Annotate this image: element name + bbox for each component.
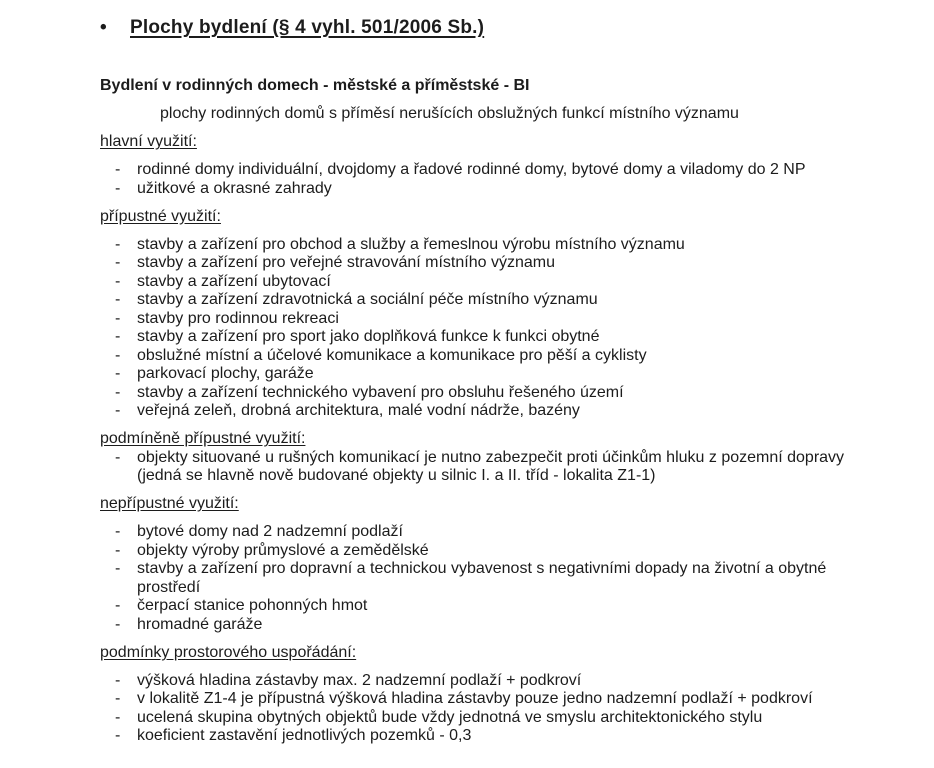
list-item-text: ucelená skupina obytných objektů bude vždy jednotná ve smyslu architektonického stylu: [137, 708, 763, 726]
list-item-text: bytové domy nad 2 nadzemní podlaží: [137, 523, 403, 540]
bullet-list: [100, 236, 934, 421]
section: [100, 430, 934, 486]
list-item: [100, 254, 934, 273]
list-item-text: v lokalitě Z1-4 je přípustná výšková hladina zástavby pouze jedno nadzemní podlaží + podkroví: [137, 690, 813, 707]
list-item: [100, 291, 934, 310]
list-item-text: stavby a zařízení pro veřejné stravování místního významu: [137, 254, 555, 271]
list-item: [100, 709, 934, 728]
list-item: [100, 347, 934, 366]
list-item: [100, 310, 934, 329]
dash-marker-icon: -: [115, 179, 121, 197]
list-item-text: koeficient zastavění jednotlivých pozemků - 0,3: [137, 727, 472, 744]
list-item-text: čerpací stanice pohonných hmot: [137, 597, 368, 614]
document-title: Plochy bydlení (§ 4 vyhl. 501/2006 Sb.): [130, 17, 485, 38]
list-item: [100, 384, 934, 403]
dash-marker-icon: -: [115, 523, 121, 540]
dash-marker-icon: -: [115, 560, 121, 577]
bullet-list: [100, 523, 934, 634]
list-item-text: stavby a zařízení ubytovací: [137, 272, 331, 290]
list-item: [100, 236, 934, 255]
dash-marker-icon: -: [115, 309, 121, 327]
document-subtitle: Bydlení v rodinných domech - městské a příměstské - BI: [100, 77, 530, 94]
list-item-text: stavby a zařízení pro dopravní a technickou vybavenost s negativními dopady na životní a obytné prostředí: [137, 560, 827, 596]
list-item-text: veřejná zeleň, drobná architektura, malé vodní nádrže, bazény: [137, 402, 580, 419]
dash-marker-icon: -: [115, 235, 121, 253]
list-item: [100, 672, 934, 691]
dash-marker-icon: -: [115, 254, 121, 271]
list-item: [100, 273, 934, 292]
list-item-text: výšková hladina zástavby max. 2 nadzemní podlaží + podkroví: [137, 671, 582, 689]
list-item: [100, 328, 934, 347]
dash-marker-icon: -: [115, 615, 121, 633]
list-item: [100, 449, 934, 486]
dash-marker-icon: -: [115, 448, 121, 466]
dash-marker-icon: -: [115, 291, 121, 308]
list-item-text: užitkové a okrasné zahrady: [137, 179, 332, 197]
dash-marker-icon: -: [115, 597, 121, 614]
section: [100, 133, 934, 198]
dash-marker-icon: -: [115, 708, 121, 726]
list-item-text: parkovací plochy, garáže: [137, 365, 314, 382]
list-item: [100, 161, 934, 180]
bullet-list: [100, 672, 934, 746]
list-item: [100, 402, 934, 421]
dash-marker-icon: -: [115, 383, 121, 401]
list-item: [100, 365, 934, 384]
section-heading: podmínky prostorového uspořádání:: [100, 643, 357, 661]
list-item: [100, 727, 934, 746]
list-item: [100, 523, 934, 542]
list-item-text: stavby a zařízení pro sport jako doplňková funkce k funkci obytné: [137, 328, 600, 345]
list-item-text: obslužné místní a účelové komunikace a komunikace pro pěší a cyklisty: [137, 346, 647, 364]
list-item-text: objekty výroby průmyslové a zemědělské: [137, 541, 429, 559]
list-item-text: stavby a zařízení technického vybavení pro obsluhu řešeného území: [137, 383, 624, 401]
dash-marker-icon: -: [115, 161, 121, 178]
section-heading: nepřípustné využití:: [100, 495, 239, 512]
intro-paragraph: plochy rodinných domů s příměsí nerušících obslužných funkcí místního významu: [160, 105, 739, 122]
list-item: [100, 597, 934, 616]
document-title-row: [100, 16, 934, 40]
list-item: [100, 542, 934, 561]
list-item-text: hromadné garáže: [137, 615, 263, 633]
dash-marker-icon: -: [115, 328, 121, 345]
list-item-text: stavby a zařízení zdravotnická a sociální péče místního významu: [137, 291, 598, 308]
list-item: [100, 180, 934, 199]
dash-marker-icon: -: [115, 671, 121, 689]
section-heading: podmíněně přípustné využití:: [100, 430, 306, 447]
list-item-text: rodinné domy individuální, dvojdomy a řadové rodinné domy, bytové domy a viladomy do 2 NP: [137, 161, 806, 178]
section: [100, 208, 934, 421]
bullet-list: [100, 161, 934, 198]
dash-marker-icon: -: [115, 272, 121, 290]
list-item: [100, 690, 934, 709]
sections: [100, 133, 934, 746]
list-item-text: stavby a zařízení pro obchod a služby a řemeslnou výrobu místního významu: [137, 235, 685, 253]
section-heading: přípustné využití:: [100, 207, 221, 225]
bullet-list: [100, 449, 934, 486]
bullet-icon: •: [100, 17, 107, 38]
section-heading: hlavní využití:: [100, 133, 197, 150]
dash-marker-icon: -: [115, 690, 121, 707]
list-item: [100, 560, 934, 597]
list-item: [100, 616, 934, 635]
dash-marker-icon: -: [115, 402, 121, 419]
dash-marker-icon: -: [115, 541, 121, 559]
list-item-text: objekty situované u rušných komunikací je nutno zabezpečit proti účinkům hluku z pozemní dopravy (jedná se hlavně nově budované objekty u silnic I. a II. tříd - lokalita Z1-1): [137, 448, 845, 484]
section: [100, 644, 934, 746]
section: [100, 495, 934, 634]
dash-marker-icon: -: [115, 365, 121, 382]
list-item-text: stavby pro rodinnou rekreaci: [137, 309, 339, 327]
dash-marker-icon: -: [115, 727, 121, 744]
dash-marker-icon: -: [115, 346, 121, 364]
